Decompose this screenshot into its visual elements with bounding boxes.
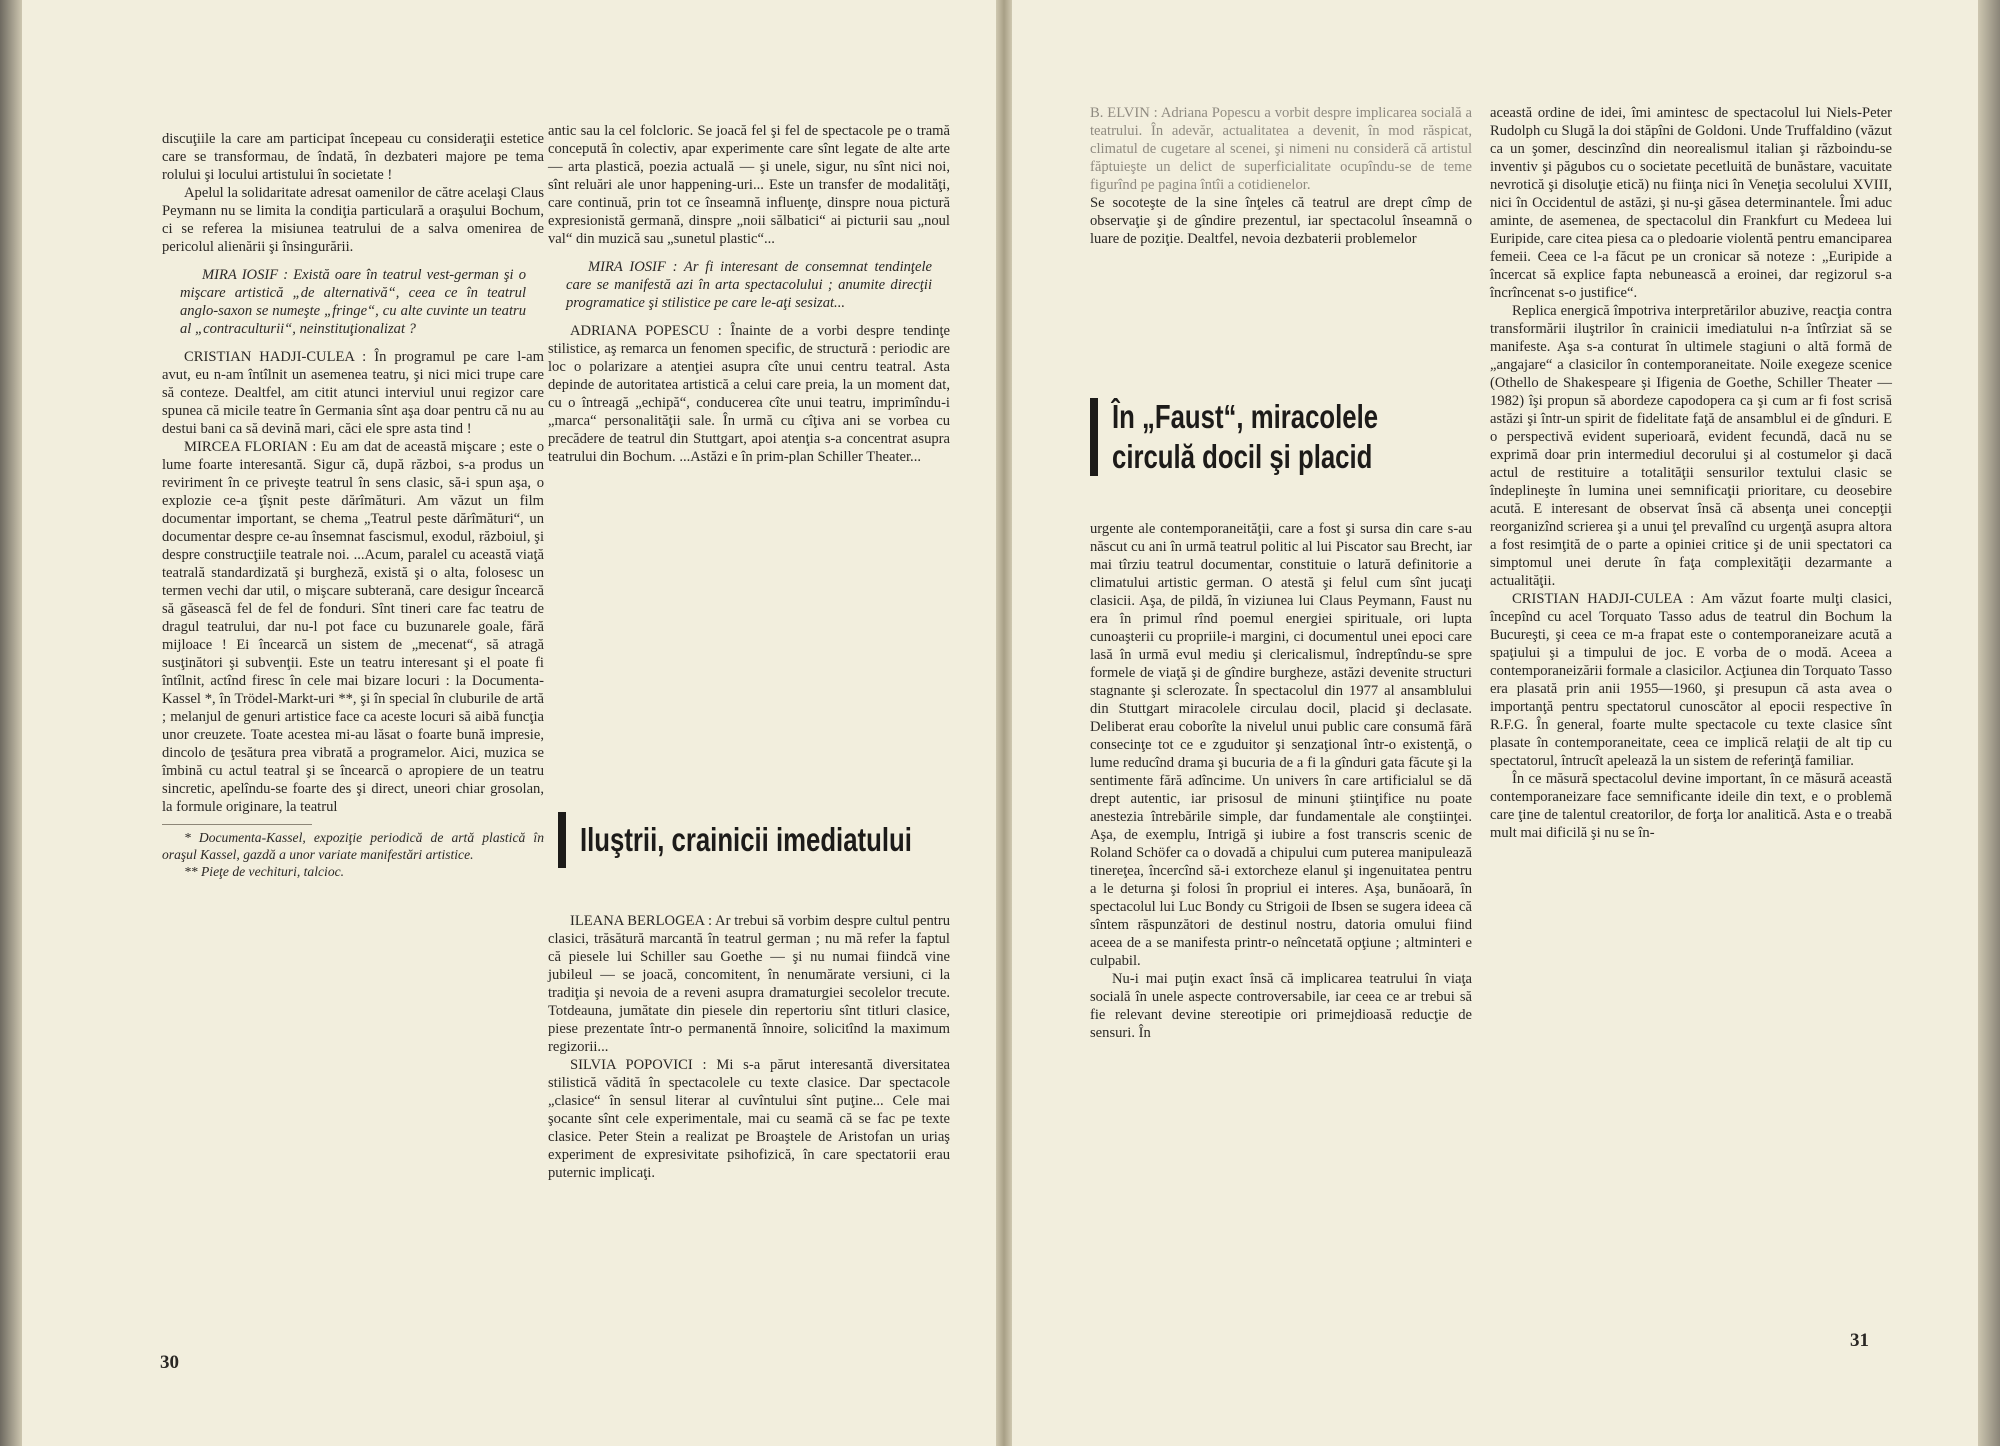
page-number: 31 bbox=[1850, 1330, 1869, 1351]
paragraph: Replica energică împotriva interpretărilor abuzive, reacţia contra transformării iluştrilor în crainicii imediatului n-a întîrziat să se manifeste. Aşa s-a conturat în ultimele stagiuni o altă formă de „angajare“ a clasicilor în contemporaneitate. Noile exegeze scenice (Othello de Shakespeare şi Ifigenia de Goethe, Schiller Theater — 1982) îşi propun să abordeze capodopera ca şi cum ar fi fost scrisă astăzi şi într-un spirit de fidelitate faţă de ansamblul ei de gînduri. E o perspectivă evident superioară, evident fecundă, dacă nu se exprimă doar prin intermediul decorului şi al costumelor şi dacă actul de restituire a totalităţii sensurilor textului clasic se îndeplineşte în lumina unei semnificaţii prioritare, cu deosebire acută. E interesant de observat însă că absenţa unei concepţii reorganizînd scrierea şi a unui ţel prevalînd cu urgenţă asupra altora a fost resimţită de o parte a opiniei critice şi de unii spectatori ca simptomul unei derute în faţa complexităţii dezarmante a actualităţii. bbox=[1490, 303, 1892, 589]
section-heading bbox=[558, 812, 938, 868]
paragraph: CRISTIAN HADJI-CULEA : În programul pe care l-am avut, eu n-am întîlnit un asemenea teatru, şi nici mici trupe care să conteze. Dealtfel, am citit atunci interviul unui regizor care spunea că micile teatre în Germania sînt aşa doar pentru că nu au destui bani ca să devină mari, căci ele spre asta tind ! bbox=[162, 349, 544, 437]
section-heading bbox=[1090, 398, 1470, 476]
left-page-column-2-top bbox=[548, 122, 950, 466]
paragraph: ADRIANA POPESCU : Înainte de a vorbi despre tendinţe stilistice, aş remarca un fenomen specific, de structură : periodic are loc o polarizare a atenţiei asupra cîte unui centru teatral. Asta depinde de autoritatea artistică a celui care preia, la un moment dat, cu o întreagă „echipă“, conducerea cîte unui teatru, imprimîndu-i „marca“ personalităţii sale. În urmă cu cîţiva ani se vorbea cu precădere de teatrul din Stuttgart, apoi atenţia s-a concentrat asupra teatrului din Bochum. ...Astăzi e în prim-plan Schiller Theater... bbox=[548, 323, 950, 465]
heading-text: Iluştrii, crainicii imediatului bbox=[580, 821, 912, 858]
left-page-column-2-bottom bbox=[548, 912, 950, 1182]
paragraph: discuţiile la care am participat începeau cu consideraţii estetice care se transformau, de îndată, în dezbateri majore pe tema rolului şi locului artistului în societate ! bbox=[162, 131, 544, 183]
footnote: * Documenta-Kassel, expoziţie periodică de artă plastică în oraşul Kassel, gazdă a unor variate manifestări artistice. bbox=[162, 830, 544, 862]
paragraph: ILEANA BERLOGEA : Ar trebui să vorbim despre cultul pentru clasici, trăsătură marcantă în teatrul german ; nu mă refer la faptul că piesele lui Schiller sau Goethe — şi nu numai fiindcă vine jubileul — se joacă, concomitent, în nenumărate versiuni, ci la tradiţia şi nevoia de a reveni asupra dramaturgiei secolelor trecute. Totdeauna, jumătate din piesele din repertoriu sînt titluri clasice, piese prezentate într-o permanentă înnoire, solicitînd la maximum regizorii... bbox=[548, 913, 950, 1055]
paragraph: Nu-i mai puţin exact însă că implicarea teatrului în viaţa socială în unele aspecte controversabile, iar ceea ce ar trebui să fie relevant devine stereotipie ori primejdioasă reducţie de sensuri. În bbox=[1090, 971, 1472, 1041]
page-number: 30 bbox=[160, 1352, 179, 1373]
heading-text-line-2: circulă docil şi placid bbox=[1112, 438, 1373, 475]
paragraph: urgente ale contemporaneităţii, care a fost şi sursa din care s-au născut cu ani în urmă teatrul politic al lui Piscator sau Brecht, iar mai tîrziu teatrul documentar, constituie o latură definitorie a climatului artistic german. O atestă şi felul cum sînt jucaţi clasicii. Aşa, de pildă, în viziunea lui Claus Peymann, Faust nu era în primul rînd poemul energiei spirituale, ori lupta cunoaşterii cu propriile-i margini, ci documentul unei epoci care lasă în urmă evul mediu şi clericalismul, îndreptîndu-se spre formele de viaţă şi de gîndire burgheze, astăzi devenite structuri stagnante şi sclerozate. În spectacolul din 1977 al ansamblului din Stuttgart miracolele circulau docil, placid şi declasate. Deliberat erau coborîte la nivelul unui public care consumă fără consecinţe tot ce e zguduitor şi senzaţional într-o existenţă, o lume reducînd drama şi bucuria de a fi la gînduri gata făcute şi la sentimente fără adîncime. Un univers în care artificialul se dă drept autentic, iar prisosul de minuni ştiinţifice nu poate anestezia întrebările simple, dar fundamentale ale conştiinţei. Aşa, de exemplu, Intrigă şi iubire a fost transcris scenic de Roland Schöfer ca o dovadă a chipului cum puterea manipulează tinereţea, încercînd să-i extorcheze elanul şi ingenuitatea pentru a le deturna şi folosi în propriul ei interes. Aşa, bunăoară, în spectacolul lui Luc Bondy cu Strigoii de Ibsen se sugera ideea că sîntem răspunzători de destinul nostru, datoria omului fiind aceea de a se manifesta printr-o neîncetată opţiune ; altminteri e culpabil. bbox=[1090, 521, 1472, 969]
heading-bar bbox=[1090, 398, 1098, 476]
paragraph: Apelul la solidaritate adresat oamenilor de către acelaşi Claus Peymann nu se limita la condiţia particulară a oraşului Bochum, ci se referea la misiunea teatrului de a salva omenirea de pericolul alienării şi însingurării. bbox=[162, 185, 544, 255]
right-book-edge bbox=[1978, 0, 2000, 1446]
heading-bar bbox=[558, 812, 566, 868]
paragraph: SILVIA POPOVICI : Mi s-a părut interesantă diversitatea stilistică vădită în spectacolele cu texte clasice. Dar spectacole „clasice“ în sensul literar al cuvîntului sînt puţine... Cele mai şocante sînt cele experimentale, mai cu seamă că se fac pe texte clasice. Peter Stein a realizat pe Broaştele de Aristofan un uriaş experiment de expresivitate psihofizică, în care spectatorii erau puternic implicaţi. bbox=[548, 1057, 950, 1181]
right-page bbox=[1012, 0, 1978, 1446]
paragraph: această ordine de idei, îmi amintesc de spectacolul lui Niels-Peter Rudolph cu Slugă la doi stăpîni de Goldoni. Unde Truffaldino (văzut ca un şomer, descinzînd din neorealismul italian şi războindu-se inventiv şi păgubos cu o societate pecetluită de bunăstare, vacuitate nevrotică şi disoluţie etică) nu fiinţa nici în Veneţia secolului XVIII, nici în Occidentul de astăzi, şi nu-şi găsea determinantele. Îmi aduc aminte, de asemenea, de spectacolul din Frankfurt cu Medeea lui Euripide, care citea piesa ca o pledoarie violentă pentru emanciparea femeii. Ceea ce l-a făcut pe un cronicar să noteze : „Euripide a încercat să explice fapta nebunească a eroinei, dar regizorul s-a încrîncenat s-o justifice“. bbox=[1490, 105, 1892, 301]
interviewer-question: MIRA IOSIF : Există oare în teatrul vest-german şi o mişcare artistică „de alternativă“, ceea ce în teatrul anglo-saxon se numeşte „fringe“, cu alte cuvinte un teatru al „contraculturii“, neinstituţionalizat ? bbox=[180, 267, 526, 337]
right-page-column-2 bbox=[1490, 104, 1892, 842]
footnote-rule bbox=[162, 824, 312, 825]
faded-paragraph: B. ELVIN : Adriana Popescu a vorbit despre implicarea socială a teatrului. În adevăr, actualitatea a devenit, în mod răspicat, climatul de cugetare al scenei, şi nimeni nu consideră că artistul făptuieşte un delict de superficialitate ocupîndu-se de teme figurînd pe pagina întîi a cotidienelor. bbox=[1090, 105, 1472, 193]
left-page bbox=[22, 0, 996, 1446]
right-page-column-1-bottom bbox=[1090, 520, 1472, 1042]
paragraph: CRISTIAN HADJI-CULEA : Am văzut foarte mulţi clasici, începînd cu acel Torquato Tasso adus de teatrul din Bochum la Bucureşti, şi ceea ce m-a frapat este o contemporaneizare acută a spaţiului şi a timpului de joc. E vorba de o modă. Aceea a contemporaneizării formale a clasicilor. Acţiunea din Torquato Tasso era plasată prin anii 1955—1960, şi presupun că asta avea o importanţă pentru spectatorul cunoscător al epocii respective în R.F.G. În general, foarte multe spectacole cu texte clasice sînt plasate în contemporaneitate, ceea ce implică relaţii de alt tip cu spectatorul, întrucît apelează la un sistem de referinţă familiar. bbox=[1490, 591, 1892, 769]
right-page-column-1-top bbox=[1090, 104, 1472, 248]
paragraph: antic sau la cel folcloric. Se joacă fel şi fel de spectacole pe o tramă concepută în colectiv, apar experimente care sînt legate de alte arte — arta plastică, poezia actuală — şi unele, sigur, nu sînt nici noi, sînt reluări ale unor happening-uri... Este un transfer de modalităţi, care continuă, prin tot ce înseamnă influenţe, dinspre noua pictură expresionistă germană, dinspre „noii sălbatici“ ai picturii sau „noul val“ din muzică sau „sunetul plastic“... bbox=[548, 123, 950, 247]
paragraph: Se socoteşte de la sine înţeles că teatrul are drept cîmp de observaţie şi de gîndire prezentul, iar spectacolul înseamnă o luare de poziţie. Dealtfel, nevoia dezbaterii problemelor bbox=[1090, 195, 1472, 247]
footnote: ** Pieţe de vechituri, talcioc. bbox=[184, 864, 345, 879]
book-gutter bbox=[996, 0, 1012, 1446]
heading-text-line-1: În „Faust“, miracolele bbox=[1112, 398, 1379, 435]
left-book-edge bbox=[0, 0, 22, 1446]
interviewer-question: MIRA IOSIF : Ar fi interesant de consemnat tendinţele care se manifestă azi în arta spectacolului ; anumite direcţii programatice şi stilistice pe care le-aţi sesizat... bbox=[566, 259, 932, 311]
left-page-column-1 bbox=[162, 130, 544, 880]
paragraph: În ce măsură spectacolul devine important, în ce măsură această contemporaneizare face semnificante ideile din text, e o problemă care ţine de talentul creatorilor, de forţa lor analitică. Asta e o treabă mult mai dificilă şi nu se în- bbox=[1490, 771, 1892, 841]
paragraph: MIRCEA FLORIAN : Eu am dat de această mişcare ; este o lume foarte interesantă. Sigur că, după război, s-a produs un reviriment în ce priveşte teatrul în sens clasic, să-i spun aşa, o explozie ce-a ţîşnit peste dărîmături. Am văzut un film documentar important, se chema „Teatrul peste dărîmături“, un documentar despre ce-au însemnat fascismul, exodul, războiul, şi despre construcţiile teatrale noi. ...Acum, paralel cu această viaţă teatrală standardizată şi burgheză, există şi o alta, folosesc un termen vechi dar util, o mişcare subterană, care desigur încearcă să găsească fel de fel de fonduri. Sînt tineri care fac teatru de dragul teatrului, dar nu-l pot face cu buzunarele goale, fără mijloace ! Ei încearcă un sistem de „mecenat“, să atragă susţinători şi subvenţii. Este un teatru interesant şi el poate fi întîlnit, actînd firesc în cele mai bizare locuri : la Documenta-Kassel *, în Trödel-Markt-uri **, şi în special în cluburile de artă ; melanjul de genuri artistice face ca aceste locuri să aibă funcţia unor creuzete. Toate acestea mi-au lăsat o foarte bună impresie, dincolo de ţesătura prea vibrată a programelor. Aici, muzica se îmbină cu actul teatral şi se încearcă o apropiere de un teatru sincretic, apelîndu-se foarte des şi direct, uneori chiar grosolan, la formule originare, la teatrul bbox=[162, 439, 544, 815]
